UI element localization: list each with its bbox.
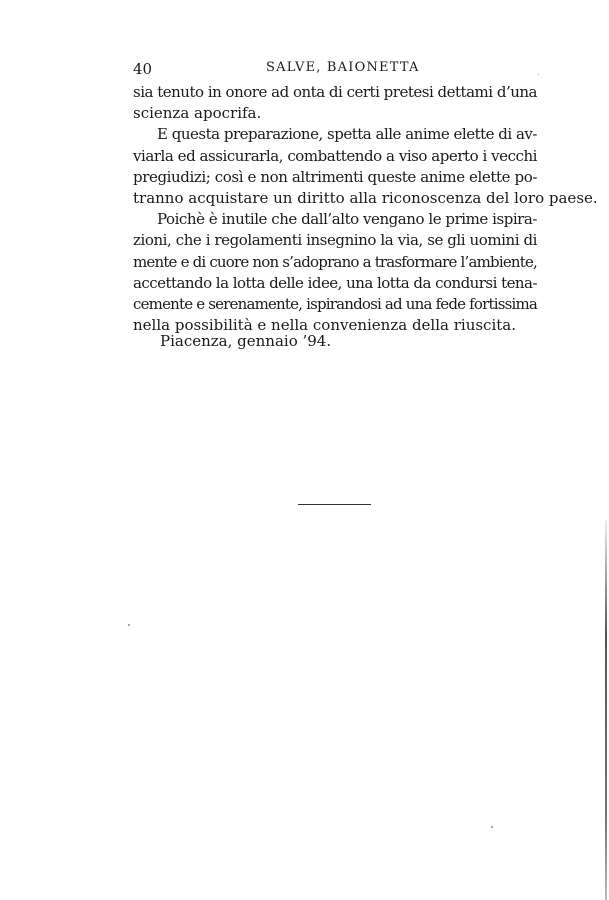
text-line: E questa preparazione, spetta alle anime elette di av- (157, 125, 537, 144)
page-number: 40 (133, 60, 153, 78)
body-text (133, 82, 598, 336)
text-line: Poichè è inutile che dall’alto vengano le prime ispira- (157, 210, 537, 229)
text-line: mente e di cuore non s’adoprano a trasformare l’ambiente, (133, 252, 537, 271)
text-line: tranno acquistare un diritto alla riconoscenza del loro paese. (133, 189, 598, 208)
paragraph (133, 82, 537, 124)
paragraph (133, 124, 598, 209)
text-line: pregiudizi; così e non altrimenti queste anime elette po- (133, 167, 537, 186)
place-date-signoff: Piacenza, gennaio ’94. (160, 332, 332, 350)
paragraph (133, 209, 537, 336)
text-line: cemente e serenamente, ispirandosi ad una fede fortissima (133, 295, 537, 314)
running-title: SALVE, BAIONETTA (266, 60, 420, 75)
text-line: accettando la lotta delle idee, una lotta da condursi tena- (133, 273, 537, 292)
text-line: sia tenuto in onore ad onta di certi pretesi dettami d’una (133, 83, 537, 101)
text-line: scienza apocrifa. (133, 104, 262, 123)
scan-edge-shadow (605, 520, 607, 900)
scan-speck (538, 74, 539, 75)
text-line: viarla ed assicurarla, combattendo a viso aperto i vecchi (133, 146, 537, 165)
page-header (133, 60, 537, 80)
text-line: nella possibilità e nella convenienza della riuscita. (133, 316, 516, 335)
scan-speck (128, 624, 130, 626)
scan-speck (491, 826, 493, 828)
section-divider-rule (298, 504, 371, 505)
text-line: zioni, che i regolamenti insegnino la via, se gli uomini di (133, 231, 537, 250)
